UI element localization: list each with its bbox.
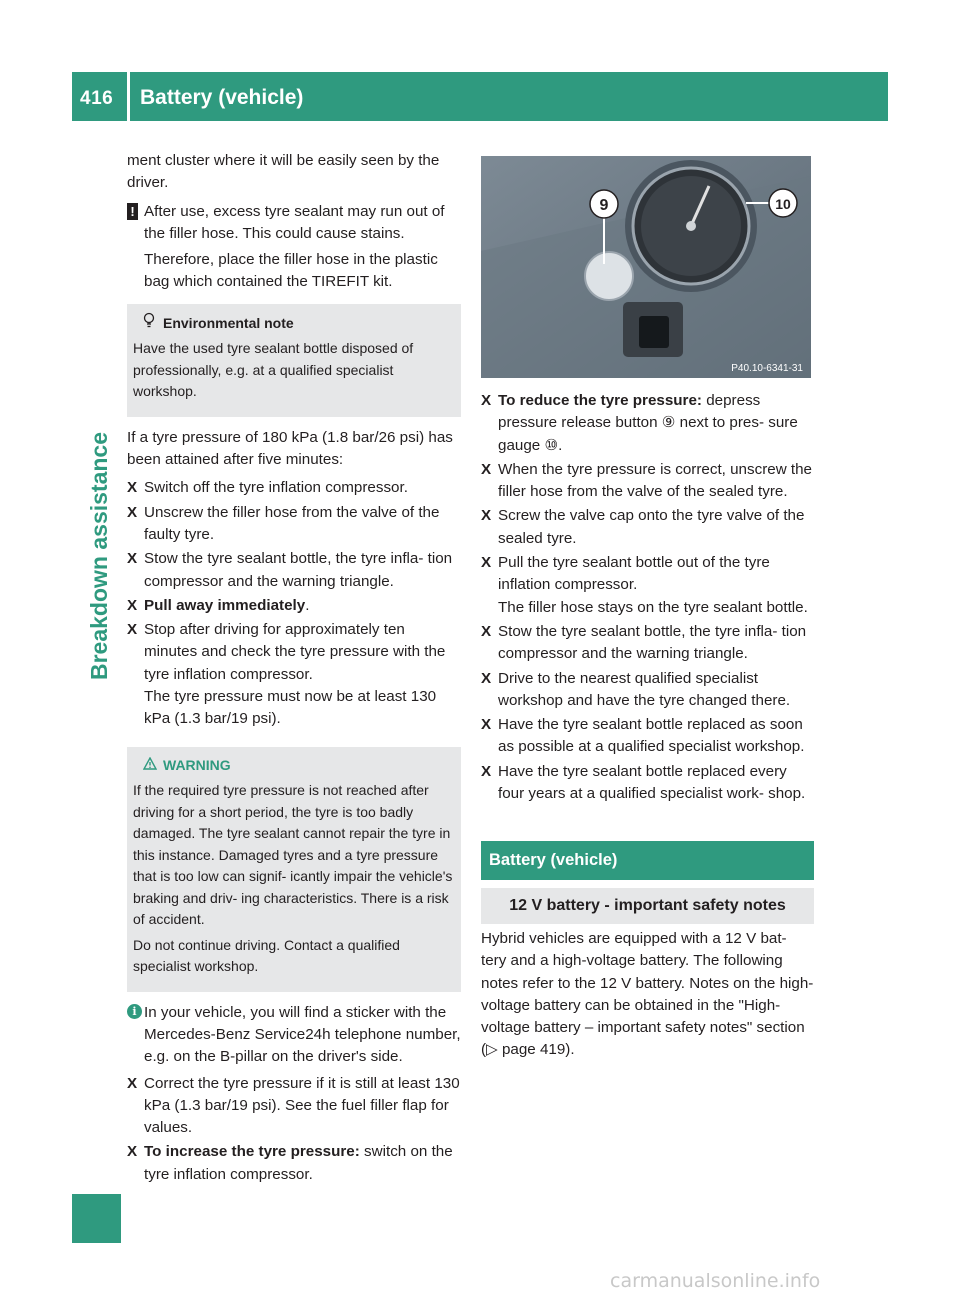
step-marker-icon: X	[481, 507, 492, 525]
step-item	[127, 1073, 461, 1140]
step-text: Drive to the nearest qualified specialist workshop and have the tyre changed there.	[498, 669, 791, 709]
step-marker-icon: X	[127, 1143, 138, 1161]
step-item	[127, 477, 461, 499]
info-icon: i	[127, 1004, 142, 1019]
reduce-heading-text: To reduce the tyre pressure:	[498, 392, 702, 409]
compressor-illustration	[481, 156, 811, 378]
step-item	[481, 668, 814, 713]
environmental-note-text: Have the used tyre sealant bottle disposed of professionally, e.g. at a qualified specialist workshop.	[133, 340, 414, 400]
step-item	[481, 761, 814, 806]
caution-text-1: After use, excess tyre sealant may run out of the filler hose. This could cause stains.	[144, 202, 445, 242]
page-number: 416	[80, 88, 114, 109]
figure-callout-10: 10	[775, 196, 791, 212]
step-marker-icon: X	[481, 622, 492, 640]
step-item	[481, 714, 814, 759]
step-marker-icon: X	[481, 392, 492, 409]
pull-away-text: Pull away immediately	[144, 596, 306, 614]
warning-box	[127, 747, 461, 992]
step-marker-icon: X	[127, 479, 138, 497]
step-item	[481, 552, 814, 619]
reduce-text: depress pressure release button ⑨ next to pres- sure gauge ⑩.	[498, 392, 798, 454]
step-marker-icon: X	[127, 1074, 138, 1092]
step-text: Unscrew the filler hose from the valve of the faulty tyre.	[144, 503, 440, 543]
pressure-paragraph: If a tyre pressure of 180 kPa (1.8 bar/26 psi) has been attained after five minutes:	[127, 428, 453, 469]
step-text: When the tyre pressure is correct, unscrew the filler hose from the valve of the sealed tyre.	[498, 460, 812, 501]
caution-icon: !	[127, 203, 138, 220]
environmental-note-heading	[143, 312, 455, 335]
step-marker-icon: X	[481, 669, 492, 687]
step-text: Have the tyre sealant bottle replaced as soon as possible at a qualified specialist workshop.	[498, 716, 805, 756]
step-text: Stow the tyre sealant bottle, the tyre infla- tion compressor and the warning triangle.	[144, 550, 453, 590]
step-item	[127, 548, 461, 593]
intro-text: ment cluster where it will be easily seen by the driver.	[127, 152, 440, 192]
warning-heading	[143, 755, 455, 777]
stop-step-text: Stop after driving for approximately ten minutes and check the tyre pressure with the tyre inflation compressor.	[144, 621, 446, 683]
figure-callout-9: 9	[599, 197, 609, 214]
header-divider	[127, 72, 130, 121]
environmental-note-box	[127, 304, 461, 417]
warning-title: WARNING	[163, 756, 231, 773]
battery-paragraph: Hybrid vehicles are equipped with a 12 V bat- tery and a high-voltage battery. The following notes refer to the 12 V battery. Notes on the high-voltage battery can be obtained in the "High-voltage battery – important safety notes" section (▷ page 419).	[481, 929, 814, 1059]
increase-heading-text: To increase the tyre pressure:	[144, 1143, 360, 1161]
step-marker-icon: X	[127, 550, 138, 568]
side-chapter-label: Breakdown assistance	[86, 431, 112, 680]
page-title: Battery (vehicle)	[140, 86, 304, 109]
step-marker-icon: X	[127, 503, 138, 521]
figure-code: P40.10-6341-31	[731, 363, 803, 374]
environmental-note-title: Environmental note	[163, 314, 294, 331]
step-marker-icon: X	[481, 716, 492, 734]
step-marker-icon: X	[127, 596, 138, 614]
increase-text: switch on the tyre inflation compressor.	[144, 1143, 453, 1183]
correct-step-text: Correct the tyre pressure if it is still at least 130 kPa (1.3 bar/19 psi). See the fuel filler flap for values.	[144, 1074, 460, 1137]
section-heading: Battery (vehicle)	[481, 841, 814, 879]
step-marker-icon: X	[481, 554, 492, 572]
right-column	[481, 156, 814, 1062]
step-text: Screw the valve cap onto the tyre valve of the sealed tyre.	[498, 507, 805, 547]
step-item	[127, 619, 461, 730]
stop-result-text: The tyre pressure must now be at least 130 kPa (1.3 bar/19 psi).	[144, 688, 437, 728]
step-text: Stow the tyre sealant bottle, the tyre infla- tion compressor and the warning triangle.	[498, 622, 807, 663]
warning-text-1: If the required tyre pressure is not reached after driving for a short period, the tyre is too badly damaged. The tyre sealant cannot repair the tyre in this instance. Damaged tyres and a tyre pressure that is too low can signif- icantly impair the vehicle's braking and driv- ing characteristics. There is a risk of accident.	[133, 782, 453, 928]
warning-text-2: Do not continue driving. Contact a qualified specialist workshop.	[133, 936, 400, 975]
lightbulb-icon	[143, 312, 163, 335]
info-note	[127, 1002, 461, 1069]
step-item	[127, 502, 461, 547]
left-column	[127, 150, 461, 1188]
step-item	[481, 390, 814, 457]
info-note-text: In your vehicle, you will find a sticker with the Mercedes-Benz Service24h telephone number, e.g. on the B-pillar on the driver's side.	[144, 1003, 461, 1066]
step-text: Switch off the tyre inflation compressor.	[144, 479, 408, 497]
step-item	[481, 459, 814, 504]
step-marker-icon: X	[481, 762, 492, 780]
step-item: X Pull away immediately.	[127, 595, 461, 617]
step-marker-icon: X	[127, 621, 138, 639]
warning-triangle-icon	[143, 755, 163, 777]
watermark: carmanualsonline.info	[610, 1270, 821, 1292]
step-text: Pull the tyre sealant bottle out of the tyre inflation compressor.	[498, 554, 770, 594]
caution-note	[127, 201, 461, 294]
side-chapter-block	[72, 1194, 121, 1243]
step-text: Have the tyre sealant bottle replaced every four years at a qualified specialist work- shop.	[498, 762, 806, 803]
step-item	[127, 1141, 461, 1186]
subsection-heading: 12 V battery - important safety notes	[481, 888, 814, 924]
step-item	[481, 505, 814, 550]
step-marker-icon: X	[481, 460, 492, 478]
step-item	[481, 621, 814, 666]
filler-result-text: The filler hose stays on the tyre sealant bottle.	[498, 598, 808, 616]
caution-text-2: Therefore, place the filler hose in the plastic bag which contained the TIREFIT kit.	[144, 251, 438, 291]
